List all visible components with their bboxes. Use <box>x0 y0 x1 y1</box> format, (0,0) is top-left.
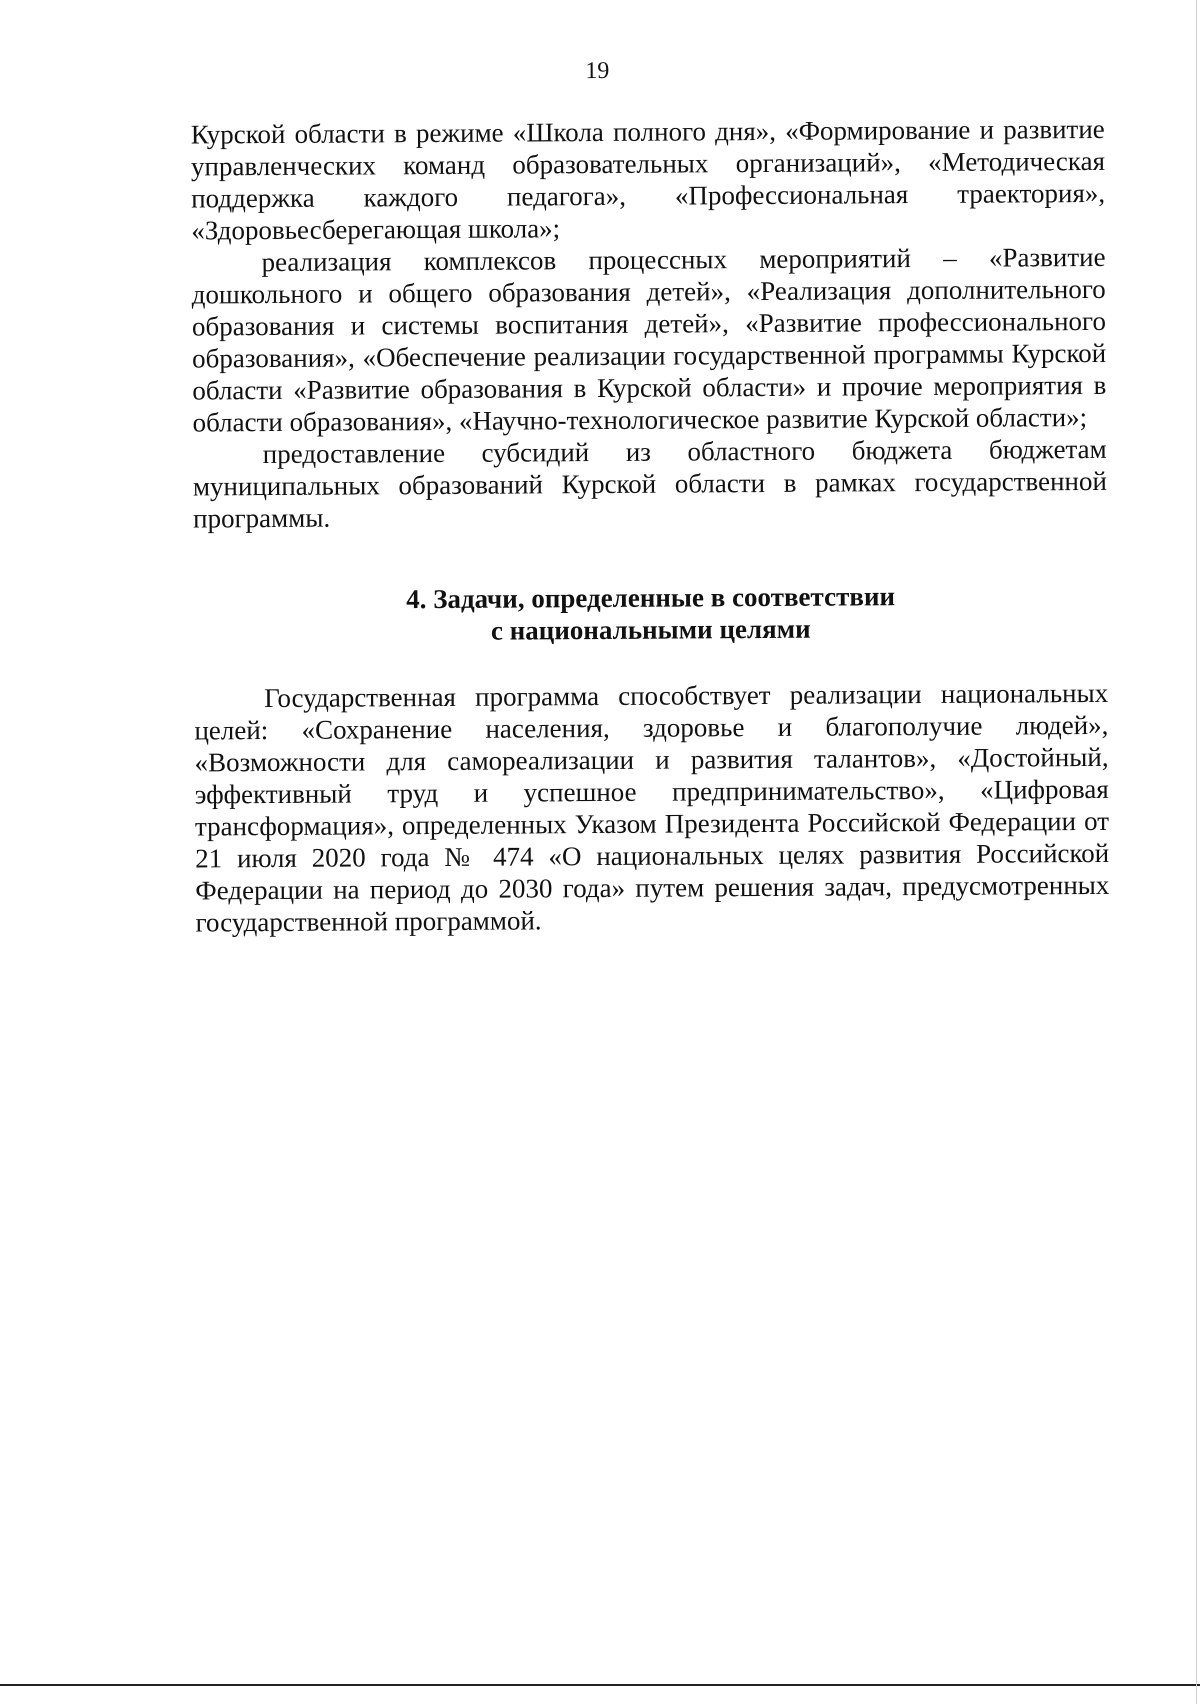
page-number: 19 <box>585 57 610 85</box>
paragraph-continuation: Курской области в режиме «Школа полного дня», «Формирование и развитие управленческих команд образовательных организаций», «Методическая поддержка каждого педагога», «Профессиональная траектория», «Здоровьесберегающая школа»; <box>190 113 1106 246</box>
paragraph-process-activities: реализация комплексов процессных мероприятий – «Развитие дошкольного и общего образования детей», «Реализация дополнительного образования и системы воспитания детей», «Развитие профессионального образования», «Обеспечение реализации государственной программы Курской области «Развитие образования в Курской области» и прочие мероприятия в области образования», «Научно-технологическое развитие Курской области»; <box>191 241 1107 438</box>
body-text-bottom <box>194 677 1110 939</box>
scan-edge-right <box>1196 0 1197 1704</box>
body-text-top <box>191 113 1108 535</box>
section-heading <box>194 579 1108 649</box>
section-heading-line-2: с национальными целями <box>490 613 811 646</box>
scan-edge-bottom <box>0 1684 1200 1686</box>
paragraph-national-goals: Государственная программа способствует реализации национальных целей: «Сохранение населения, здоровье и благополучие людей», «Возможности для самореализации и развития талантов», «Достойный, эффективный труд и успешное предпринимательство», «Цифровая трансформация», определенных Указом Президента Российской Федерации от 21 июля 2020 года № 474 «О национальных целях развития Российской Федерации на период до 2030 года» путем решения задач, предусмотренных государственной программой. <box>194 677 1110 938</box>
paragraph-subsidies: предоставление субсидий из областного бюджета бюджетам муниципальных образований Курской области в рамках государственной программы. <box>192 433 1107 534</box>
section-heading-line-1: 4. Задачи, определенные в соответствии <box>406 581 896 615</box>
